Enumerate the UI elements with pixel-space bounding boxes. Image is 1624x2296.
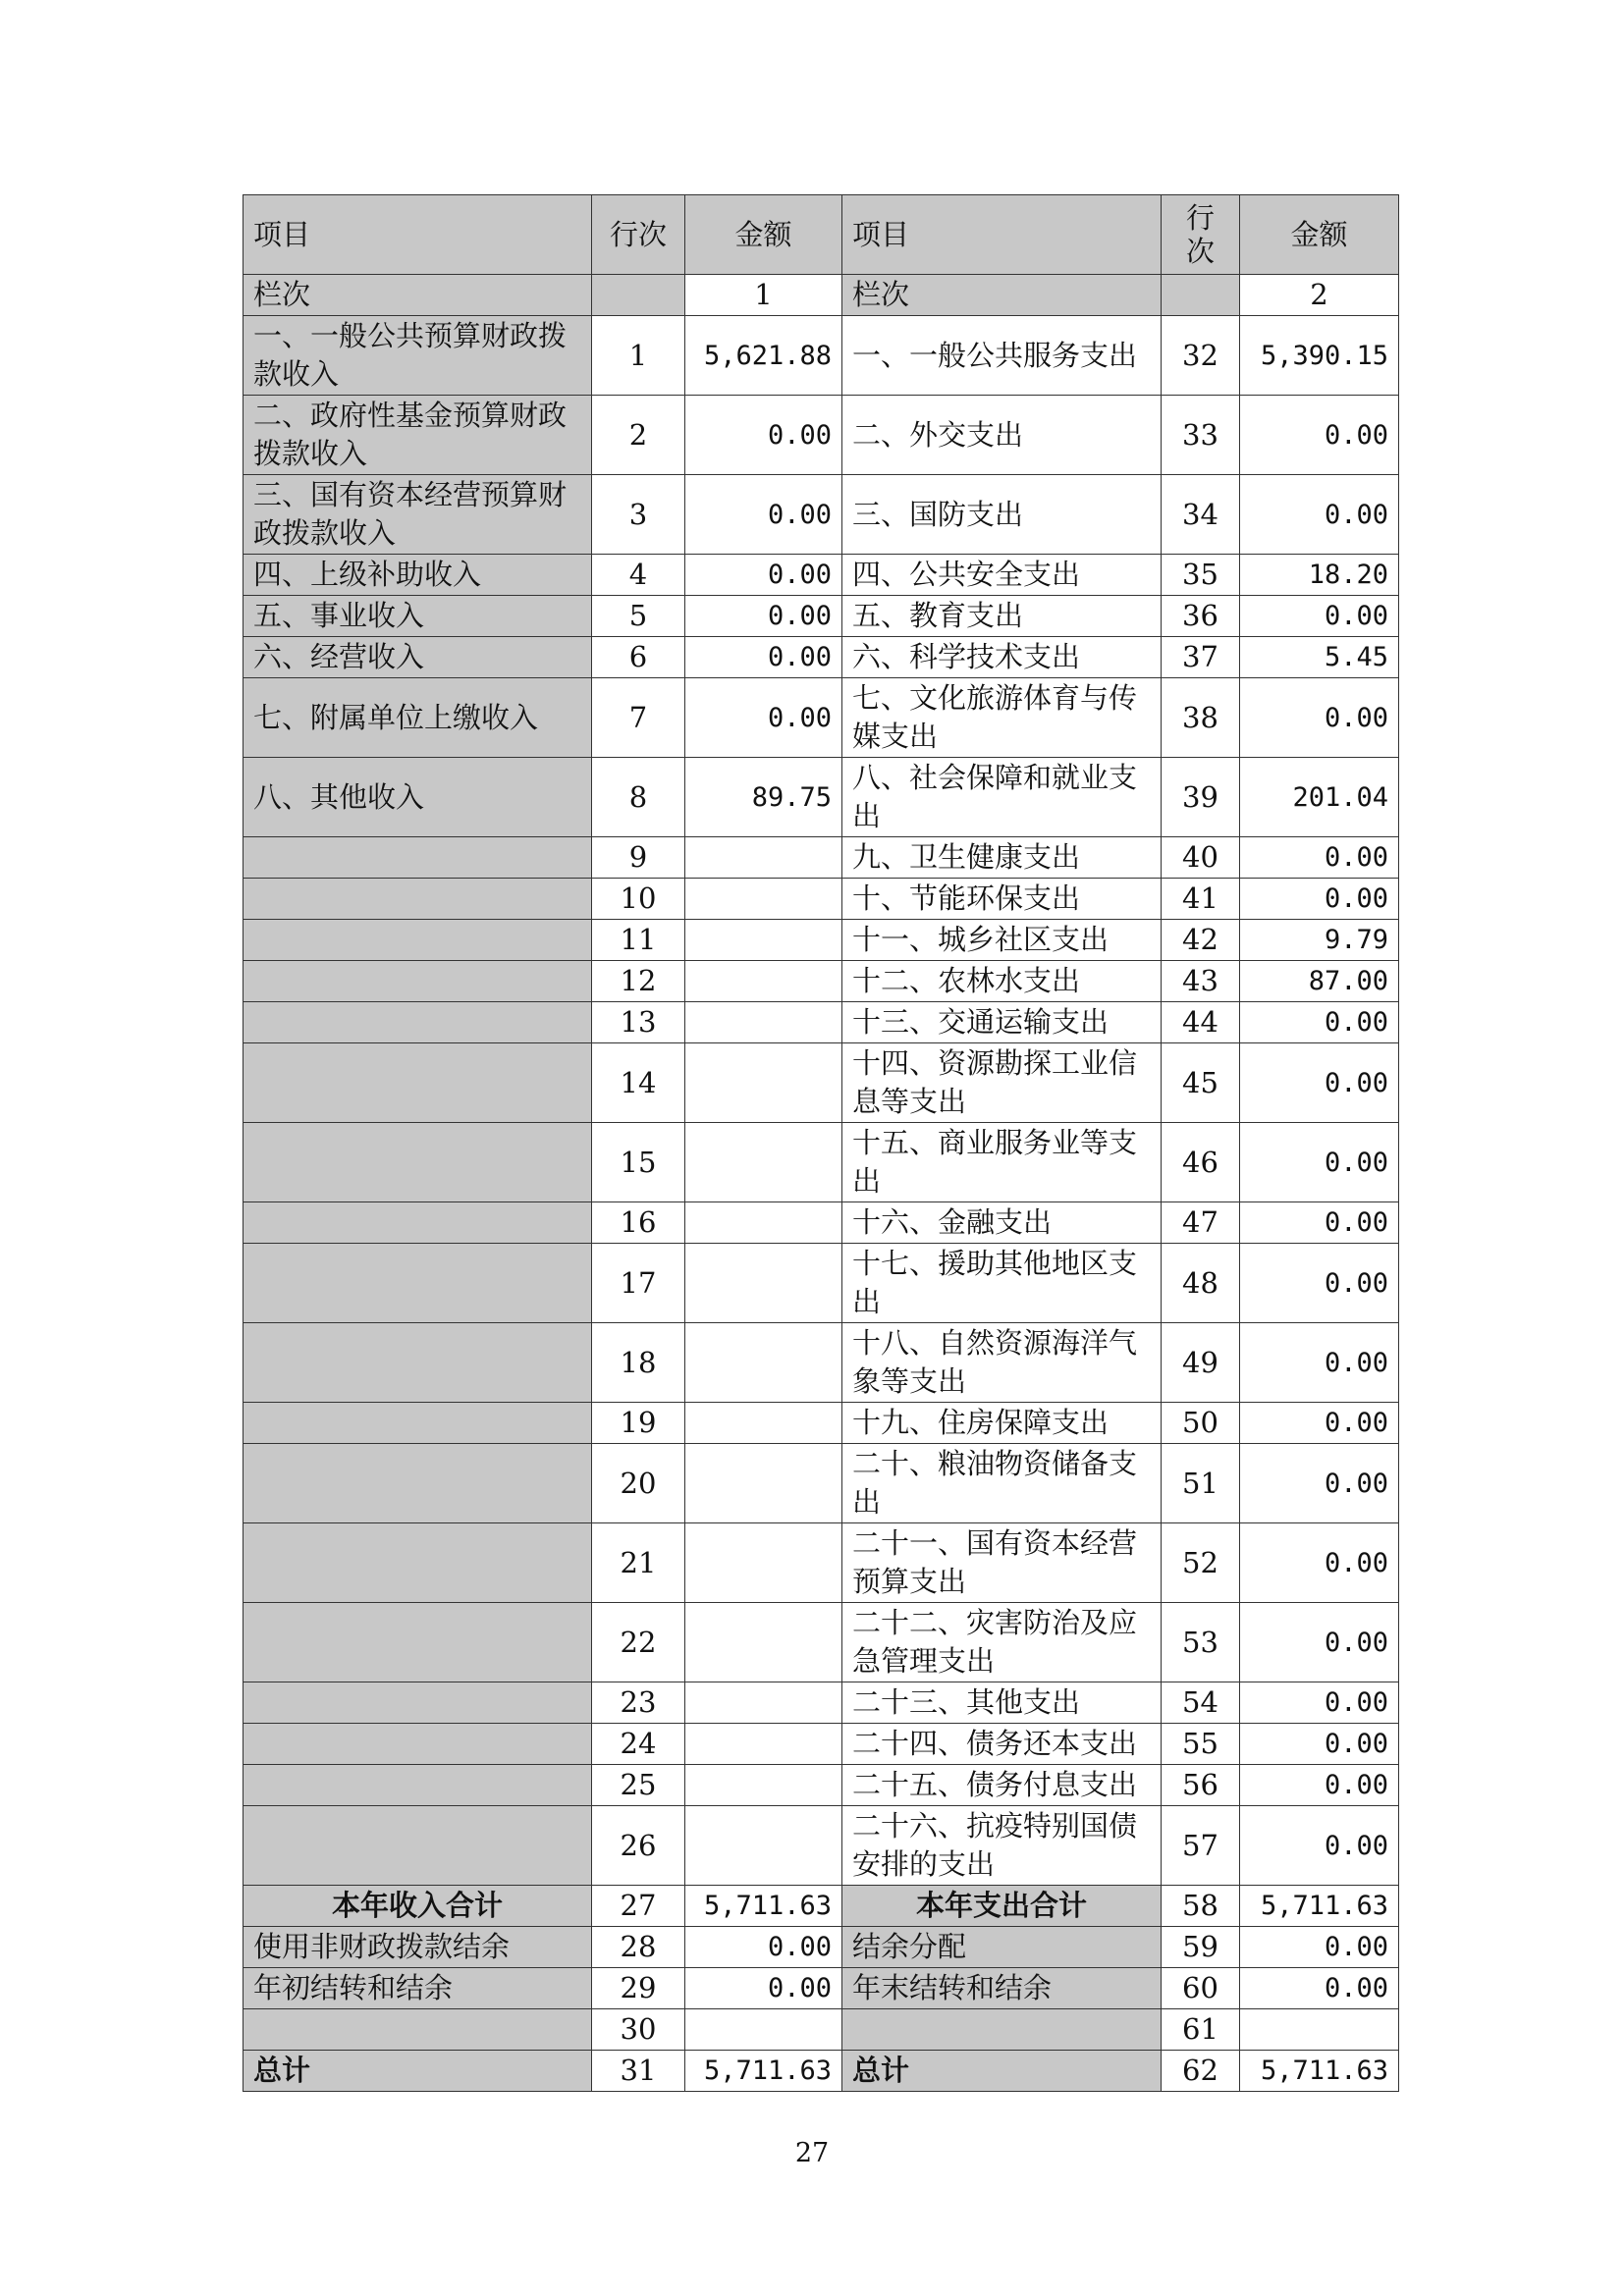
expense-amount: 0.00: [1240, 1603, 1399, 1682]
income-item: [244, 1806, 592, 1886]
page-number: 27: [794, 2138, 830, 2168]
income-amount: 0.00: [685, 475, 842, 555]
income-item: [244, 1603, 592, 1682]
header-item-left: 项目: [244, 195, 592, 275]
expense-amount: 0.00: [1240, 396, 1399, 475]
income-item: [244, 879, 592, 920]
income-item: [244, 1123, 592, 1202]
expense-amount: 5.45: [1240, 637, 1399, 678]
income-row-number: 20: [592, 1444, 685, 1523]
income-item: [244, 1765, 592, 1806]
expense-amount: 0.00: [1240, 1968, 1399, 2009]
income-amount: [685, 1403, 842, 1444]
income-amount: [685, 1244, 842, 1323]
income-row-number: 18: [592, 1323, 685, 1403]
table-row: [244, 837, 1399, 879]
expense-item: 十六、金融支出: [842, 1202, 1162, 1244]
expense-amount: 9.79: [1240, 920, 1399, 961]
header-amount-left: 金额: [685, 195, 842, 275]
expense-item: 二十四、债务还本支出: [842, 1724, 1162, 1765]
header-row: [244, 195, 1399, 275]
income-amount: [685, 1123, 842, 1202]
expense-row-number: 52: [1162, 1523, 1240, 1603]
expense-row-number: 38: [1162, 678, 1240, 758]
expense-amount: 201.04: [1240, 758, 1399, 837]
table-row: [244, 879, 1399, 920]
expense-row-number: 56: [1162, 1765, 1240, 1806]
expense-item: 四、公共安全支出: [842, 555, 1162, 596]
table-row: [244, 475, 1399, 555]
income-row-number: 8: [592, 758, 685, 837]
income-amount: 0.00: [685, 596, 842, 637]
income-item: [244, 1323, 592, 1403]
income-row-number: 30: [592, 2009, 685, 2051]
expense-row-number: 59: [1162, 1927, 1240, 1968]
income-item: [244, 1682, 592, 1724]
expense-row-number: 53: [1162, 1603, 1240, 1682]
expense-item: 二十一、国有资本经营预算支出: [842, 1523, 1162, 1603]
income-row-number: 2: [592, 396, 685, 475]
income-row-number: 23: [592, 1682, 685, 1724]
income-item: 七、附属单位上缴收入: [244, 678, 592, 758]
expense-row-number: 41: [1162, 879, 1240, 920]
expense-row-number: 35: [1162, 555, 1240, 596]
table-row: [244, 1202, 1399, 1244]
expense-amount: 0.00: [1240, 475, 1399, 555]
table-row: [244, 1002, 1399, 1043]
expense-row-number: 42: [1162, 920, 1240, 961]
expense-amount: 0.00: [1240, 1043, 1399, 1123]
income-amount: [685, 1523, 842, 1603]
subtotal-row: [244, 1886, 1399, 1927]
expense-item: 十七、援助其他地区支出: [842, 1244, 1162, 1323]
expense-item: 二十三、其他支出: [842, 1682, 1162, 1724]
income-amount: [685, 1043, 842, 1123]
income-amount: [685, 2009, 842, 2051]
expense-amount: 0.00: [1240, 837, 1399, 879]
table-row: [244, 2009, 1399, 2051]
income-item: 五、事业收入: [244, 596, 592, 637]
expense-amount: 0.00: [1240, 1682, 1399, 1724]
table-row: [244, 1323, 1399, 1403]
income-row-number: 15: [592, 1123, 685, 1202]
income-item: 年初结转和结余: [244, 1968, 592, 2009]
income-row-number: 17: [592, 1244, 685, 1323]
income-item: [244, 1523, 592, 1603]
table-row: [244, 1043, 1399, 1123]
expense-row-number: 60: [1162, 1968, 1240, 2009]
expense-total-amount: 5,711.63: [1240, 1886, 1399, 1927]
table-body: [244, 195, 1399, 2092]
column-label-left: 栏次: [244, 275, 592, 316]
expense-item: 二十六、抗疫特别国债安排的支出: [842, 1806, 1162, 1886]
table-row: [244, 1403, 1399, 1444]
income-item: [244, 920, 592, 961]
income-row-number: 26: [592, 1806, 685, 1886]
table-row: [244, 920, 1399, 961]
income-item: [244, 1043, 592, 1123]
income-item: [244, 1244, 592, 1323]
income-amount: 5,621.88: [685, 316, 842, 396]
table-row: [244, 596, 1399, 637]
table-row: [244, 316, 1399, 396]
grand-total-label-right: 总计: [842, 2051, 1162, 2092]
expense-item: 八、社会保障和就业支出: [842, 758, 1162, 837]
expense-row-number: 40: [1162, 837, 1240, 879]
income-amount: [685, 1323, 842, 1403]
table-row: [244, 1806, 1399, 1886]
income-row-number: 3: [592, 475, 685, 555]
income-amount: [685, 1765, 842, 1806]
income-amount: 0.00: [685, 637, 842, 678]
table-row: [244, 1523, 1399, 1603]
expense-row-number: 36: [1162, 596, 1240, 637]
expense-amount: 0.00: [1240, 1123, 1399, 1202]
expense-amount: 5,390.15: [1240, 316, 1399, 396]
expense-amount: 0.00: [1240, 879, 1399, 920]
expense-row-number: 46: [1162, 1123, 1240, 1202]
column-label-right: 栏次: [842, 275, 1162, 316]
header-amount-right: 金额: [1240, 195, 1399, 275]
expense-item: 十四、资源勘探工业信息等支出: [842, 1043, 1162, 1123]
income-row-number: 28: [592, 1927, 685, 1968]
income-amount: [685, 1724, 842, 1765]
income-item: 八、其他收入: [244, 758, 592, 837]
grand-total-row: [244, 2051, 1399, 2092]
expense-amount: 18.20: [1240, 555, 1399, 596]
expense-item: 二十、粮油物资储备支出: [842, 1444, 1162, 1523]
expense-row-number: 51: [1162, 1444, 1240, 1523]
expense-amount: 0.00: [1240, 1323, 1399, 1403]
income-amount: 0.00: [685, 555, 842, 596]
table-row: [244, 1123, 1399, 1202]
expense-item: 十九、住房保障支出: [842, 1403, 1162, 1444]
income-item: [244, 1724, 592, 1765]
income-amount: [685, 1682, 842, 1724]
expense-amount: 0.00: [1240, 1002, 1399, 1043]
income-row-number: 5: [592, 596, 685, 637]
expense-amount: 0.00: [1240, 1202, 1399, 1244]
table-row: [244, 678, 1399, 758]
expense-item: 六、科学技术支出: [842, 637, 1162, 678]
income-row-number: 11: [592, 920, 685, 961]
income-row-number: 29: [592, 1968, 685, 2009]
table-row: [244, 758, 1399, 837]
final-accounts-table: [243, 194, 1399, 2092]
expense-amount: 0.00: [1240, 1523, 1399, 1603]
income-item: 四、上级补助收入: [244, 555, 592, 596]
expense-item: 一、一般公共服务支出: [842, 316, 1162, 396]
income-total-amount: 5,711.63: [685, 1886, 842, 1927]
expense-amount: 0.00: [1240, 1444, 1399, 1523]
expense-item: 二十二、灾害防治及应急管理支出: [842, 1603, 1162, 1682]
column-blank-left: [592, 275, 685, 316]
expense-row-number: 37: [1162, 637, 1240, 678]
income-amount: [685, 879, 842, 920]
header-rowno-right: 行 次: [1162, 195, 1240, 275]
expense-amount: 0.00: [1240, 1806, 1399, 1886]
income-item: 一、一般公共预算财政拨款收入: [244, 316, 592, 396]
income-item: [244, 1202, 592, 1244]
income-amount: [685, 1202, 842, 1244]
income-item: [244, 1444, 592, 1523]
header-rowno-left: 行次: [592, 195, 685, 275]
table-row: [244, 1444, 1399, 1523]
expense-row-number: 47: [1162, 1202, 1240, 1244]
grand-total-row-number-right: 62: [1162, 2051, 1240, 2092]
expense-amount: 0.00: [1240, 1765, 1399, 1806]
expense-row-number: 50: [1162, 1403, 1240, 1444]
income-row-number: 7: [592, 678, 685, 758]
table-row: [244, 637, 1399, 678]
expense-row-number: 43: [1162, 961, 1240, 1002]
expense-item: 十三、交通运输支出: [842, 1002, 1162, 1043]
expense-row-number: 33: [1162, 396, 1240, 475]
expense-amount: 0.00: [1240, 678, 1399, 758]
income-item: 二、政府性基金预算财政拨款收入: [244, 396, 592, 475]
income-amount: [685, 961, 842, 1002]
expense-amount: [1240, 2009, 1399, 2051]
income-row-number: 1: [592, 316, 685, 396]
table-row: [244, 1724, 1399, 1765]
income-amount: [685, 837, 842, 879]
expense-amount: 0.00: [1240, 1244, 1399, 1323]
income-row-number: 21: [592, 1523, 685, 1603]
income-total-label: 本年收入合计: [244, 1886, 592, 1927]
expense-row-number: 54: [1162, 1682, 1240, 1724]
grand-total-amount-left: 5,711.63: [685, 2051, 842, 2092]
expense-item: 三、国防支出: [842, 475, 1162, 555]
expense-item: 十、节能环保支出: [842, 879, 1162, 920]
expense-item: 七、文化旅游体育与传媒支出: [842, 678, 1162, 758]
expense-item: 五、教育支出: [842, 596, 1162, 637]
income-total-row-number: 27: [592, 1886, 685, 1927]
table-row: [244, 396, 1399, 475]
expense-item: 十八、自然资源海洋气象等支出: [842, 1323, 1162, 1403]
expense-total-row-number: 58: [1162, 1886, 1240, 1927]
income-amount: [685, 920, 842, 961]
income-row-number: 6: [592, 637, 685, 678]
expense-row-number: 49: [1162, 1323, 1240, 1403]
expense-item: 二、外交支出: [842, 396, 1162, 475]
grand-total-row-number-left: 31: [592, 2051, 685, 2092]
income-item: 使用非财政拨款结余: [244, 1927, 592, 1968]
table-row: [244, 1603, 1399, 1682]
expense-amount: 0.00: [1240, 1403, 1399, 1444]
expense-amount: 0.00: [1240, 1927, 1399, 1968]
expense-row-number: 39: [1162, 758, 1240, 837]
expense-amount: 87.00: [1240, 961, 1399, 1002]
income-item: [244, 1403, 592, 1444]
grand-total-label-left: 总计: [244, 2051, 592, 2092]
income-row-number: 16: [592, 1202, 685, 1244]
income-row-number: 14: [592, 1043, 685, 1123]
expense-item: 十二、农林水支出: [842, 961, 1162, 1002]
income-row-number: 22: [592, 1603, 685, 1682]
expense-row-number: 34: [1162, 475, 1240, 555]
expense-item: 结余分配: [842, 1927, 1162, 1968]
income-amount: [685, 1002, 842, 1043]
expense-item: 九、卫生健康支出: [842, 837, 1162, 879]
income-amount: 0.00: [685, 396, 842, 475]
header-item-right: 项目: [842, 195, 1162, 275]
expense-item: 十五、商业服务业等支出: [842, 1123, 1162, 1202]
income-item: [244, 1002, 592, 1043]
income-item: 三、国有资本经营预算财政拨款收入: [244, 475, 592, 555]
income-row-number: 25: [592, 1765, 685, 1806]
column-blank-right: [1162, 275, 1240, 316]
expense-row-number: 55: [1162, 1724, 1240, 1765]
income-amount: [685, 1603, 842, 1682]
income-row-number: 12: [592, 961, 685, 1002]
expense-amount: 0.00: [1240, 596, 1399, 637]
income-row-number: 13: [592, 1002, 685, 1043]
grand-total-amount-right: 5,711.63: [1240, 2051, 1399, 2092]
expense-row-number: 45: [1162, 1043, 1240, 1123]
expense-item: 十一、城乡社区支出: [842, 920, 1162, 961]
column-number-right: 2: [1240, 275, 1399, 316]
expense-item: 二十五、债务付息支出: [842, 1765, 1162, 1806]
table-row: [244, 1927, 1399, 1968]
expense-row-number: 32: [1162, 316, 1240, 396]
income-amount: 89.75: [685, 758, 842, 837]
expense-item: [842, 2009, 1162, 2051]
expense-row-number: 61: [1162, 2009, 1240, 2051]
income-row-number: 4: [592, 555, 685, 596]
table-row: [244, 555, 1399, 596]
income-amount: 0.00: [685, 1927, 842, 1968]
expense-amount: 0.00: [1240, 1724, 1399, 1765]
income-amount: [685, 1444, 842, 1523]
table-row: [244, 961, 1399, 1002]
column-number-left: 1: [685, 275, 842, 316]
income-row-number: 10: [592, 879, 685, 920]
table-row: [244, 1682, 1399, 1724]
income-item: [244, 2009, 592, 2051]
income-item: [244, 837, 592, 879]
expense-row-number: 57: [1162, 1806, 1240, 1886]
income-amount: 0.00: [685, 1968, 842, 2009]
table-row: [244, 1244, 1399, 1323]
income-amount: 0.00: [685, 678, 842, 758]
income-item: [244, 961, 592, 1002]
column-number-row: [244, 275, 1399, 316]
income-row-number: 9: [592, 837, 685, 879]
income-amount: [685, 1806, 842, 1886]
income-row-number: 19: [592, 1403, 685, 1444]
expense-item: 年末结转和结余: [842, 1968, 1162, 2009]
table-row: [244, 1968, 1399, 2009]
expense-row-number: 48: [1162, 1244, 1240, 1323]
expense-row-number: 44: [1162, 1002, 1240, 1043]
expense-total-label: 本年支出合计: [842, 1886, 1162, 1927]
income-row-number: 24: [592, 1724, 685, 1765]
table-row: [244, 1765, 1399, 1806]
income-item: 六、经营收入: [244, 637, 592, 678]
